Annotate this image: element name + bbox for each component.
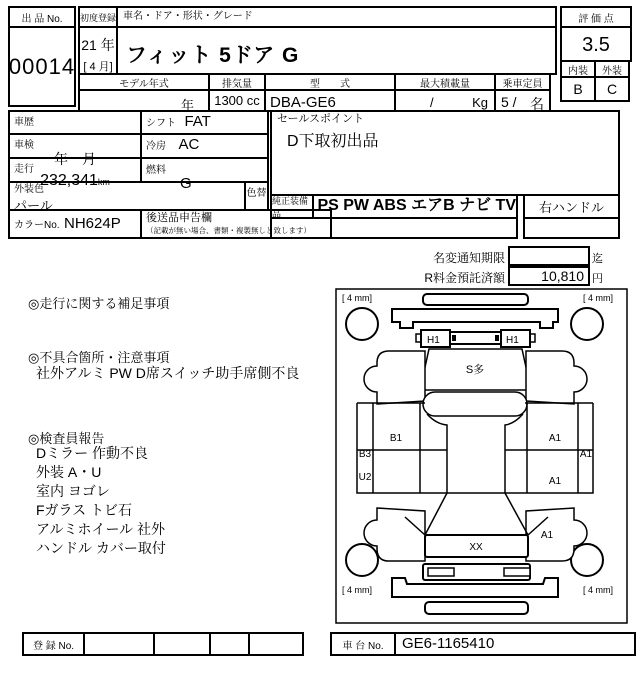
interior-exterior-grades: [560, 76, 632, 102]
model-year-label: モデル年式: [78, 73, 210, 91]
fender-rear-right: [526, 508, 587, 561]
wheel-front-left: [346, 308, 378, 340]
chassis-number-row: [330, 632, 636, 656]
panel-grade-u2: U2: [358, 472, 372, 483]
displacement-label: 排気量: [208, 73, 266, 91]
color-no-label: カラーNo.: [14, 220, 60, 231]
hood-grade: S多: [465, 364, 485, 376]
model-code-label: 型 式: [264, 73, 396, 91]
capacity-cell: [494, 89, 551, 112]
score-box: [560, 6, 632, 62]
model-year-value: 年: [78, 89, 210, 112]
exterior-color-label: 外装色: [14, 184, 44, 195]
payload-label: 最大積載量: [394, 73, 496, 91]
car-name-label: 車名・ドア・形状・グレード: [118, 8, 555, 28]
recycle-fee-unit: 円: [592, 273, 603, 285]
color-change-box: [244, 181, 269, 211]
inspector-line: Fガラス トビ石: [36, 502, 133, 518]
chassis-number-value: GE6-1165410: [394, 632, 636, 656]
roof-side-left: [427, 414, 447, 493]
shift-box: [140, 110, 269, 135]
handle-value: 右ハンドル: [525, 196, 618, 219]
roof-side-right: [505, 414, 523, 493]
panel-grade-a1-fender: A1: [540, 530, 554, 541]
inspector-line: Dミラー 作動不良: [36, 445, 148, 461]
grille-cap-right: [495, 335, 499, 341]
fuel-label: 燃料: [146, 165, 166, 176]
panel-grade-a1-edge: A1: [579, 449, 593, 460]
front-bumper: [392, 309, 558, 328]
rear-panel-grade: XX: [469, 542, 483, 553]
tail-light-left: [428, 568, 454, 576]
registration-number-label: 登 録 No.: [22, 632, 85, 656]
car-diagram: [335, 288, 628, 624]
interior-grade: B: [560, 76, 596, 102]
first-registration-month: [ 4 月]: [83, 61, 113, 73]
exterior-color-box: [8, 181, 246, 211]
payload-cell: [394, 89, 496, 112]
tire-front-left-label: [ 4 mm]: [342, 293, 373, 303]
panel-grade-b1: B1: [389, 433, 403, 444]
headlight-right-grade: H1: [506, 335, 519, 346]
lot-number-label: 出 品 No.: [10, 8, 74, 28]
shift-label: シフト: [146, 118, 176, 129]
inspector-line: ハンドル カバー取付: [36, 540, 166, 556]
fender-front-left: [364, 351, 425, 404]
ac-box: [140, 133, 269, 159]
fender-rear-left: [364, 508, 425, 561]
name-change-field: [508, 246, 590, 266]
ac-value: AC: [178, 136, 200, 153]
later-items-note: （記載が無い場合、書類・複製無しと致します）: [146, 226, 311, 236]
wheel-rear-left: [346, 544, 378, 576]
later-items-label: 後送品申告欄: [146, 212, 212, 224]
front-plate: [423, 294, 528, 305]
inspection-label: 車検: [14, 140, 34, 151]
front-grille: [450, 332, 501, 344]
name-change-unit: 迄: [592, 253, 603, 265]
shift-value: FAT: [184, 113, 211, 130]
recycle-fee-label: R料金預託済額: [424, 271, 505, 285]
registration-number-row: [22, 632, 304, 656]
tail-light-right: [504, 568, 530, 576]
recycle-fee-value: 10,810: [508, 266, 590, 286]
equipment-value: PS PW ABS エアB ナビ TV: [317, 197, 516, 214]
interior-label: 内装: [560, 60, 596, 78]
score-value: 3.5: [582, 33, 610, 56]
payload-value: /: [430, 95, 434, 110]
model-code-value: DBA-GE6: [264, 89, 396, 112]
equipment-box: [270, 194, 518, 239]
lot-number-value: 00014: [8, 53, 76, 79]
fuel-box: [140, 157, 269, 192]
inspector-line: 外装 A・U: [36, 464, 102, 480]
history-label: 車歴: [14, 117, 34, 128]
tire-rear-right-label: [ 4 mm]: [583, 585, 614, 595]
car-name-value: フィット 5ドア G: [126, 44, 300, 67]
mileage-notes-title: ◎走行に関する補足事項: [28, 296, 170, 311]
spec-value-row: [78, 89, 557, 112]
mileage-value: 232,341: [40, 172, 98, 189]
defects-title: ◎不具合箇所・注意事項: [28, 350, 170, 365]
registration-cell-1: [83, 632, 155, 656]
mileage-unit: km: [97, 177, 110, 187]
wheel-front-right: [571, 308, 603, 340]
tire-front-right-label: [ 4 mm]: [583, 293, 614, 303]
equipment-label: 純正装備品: [272, 196, 314, 217]
capacity-label: 乗車定員: [494, 73, 551, 91]
color-no-value: NH624P: [64, 215, 121, 232]
headlight-left-grade: H1: [427, 335, 440, 346]
defect-line: 社外アルミ PW D席スイッチ助手席側不良: [36, 365, 300, 381]
inspector-report-lines: [36, 444, 166, 558]
first-registration-year: 21 年: [81, 37, 115, 53]
capacity-value: 5 /: [501, 94, 517, 110]
score-label: 評 価 点: [562, 8, 630, 28]
inspection-box: [8, 133, 142, 167]
tire-rear-left-label: [ 4 mm]: [342, 585, 373, 595]
grille-cap-left: [452, 335, 456, 341]
first-registration-box: [78, 6, 118, 75]
registration-cell-3: [209, 632, 250, 656]
inspection-value: 年 月: [54, 151, 96, 167]
history-box: [8, 110, 142, 135]
payload-unit: Kg: [472, 95, 488, 110]
panel-grade-a1-door: A1: [548, 433, 562, 444]
inspector-report-title: ◎検査員報告: [28, 431, 105, 446]
color-no-box: [8, 209, 142, 239]
mileage-label: 走行: [14, 164, 34, 175]
capacity-unit: 名: [530, 96, 544, 112]
fuel-value: G: [180, 175, 192, 192]
handle-box: [523, 194, 620, 239]
wheel-rear-right: [571, 544, 603, 576]
registration-cell-4: [248, 632, 304, 656]
displacement-value: 1300 cc: [208, 89, 266, 112]
exterior-grade: C: [594, 76, 630, 102]
color-change-label: 色替: [246, 188, 267, 199]
exterior-color-value: パール: [14, 198, 53, 213]
inspector-line: 室内 ヨゴレ: [36, 483, 110, 499]
ac-label: 冷房: [146, 141, 166, 152]
rear-plate: [425, 602, 528, 614]
mileage-box: [8, 157, 142, 189]
first-registration-label: 初度登録: [80, 8, 116, 28]
exterior-label: 外装: [594, 60, 630, 78]
inspector-line: アルミホイール 社外: [36, 521, 166, 537]
panel-grade-a1-rear-door: A1: [548, 476, 562, 487]
panel-grade-b3: B3: [358, 449, 372, 460]
sales-point-box: [270, 110, 620, 196]
car-diagram-svg: [335, 288, 628, 624]
windshield-roof: [423, 392, 527, 416]
fender-front-right: [526, 351, 587, 404]
name-change-label: 名変通知期限: [432, 251, 505, 265]
chassis-number-label: 車 台 No.: [330, 632, 396, 656]
sales-point-value: D下取初出品: [287, 133, 379, 151]
car-name-box: [116, 6, 557, 75]
registration-cell-2: [153, 632, 211, 656]
lot-number-box: [8, 6, 76, 107]
sales-point-label: セールスポイント: [277, 113, 365, 125]
